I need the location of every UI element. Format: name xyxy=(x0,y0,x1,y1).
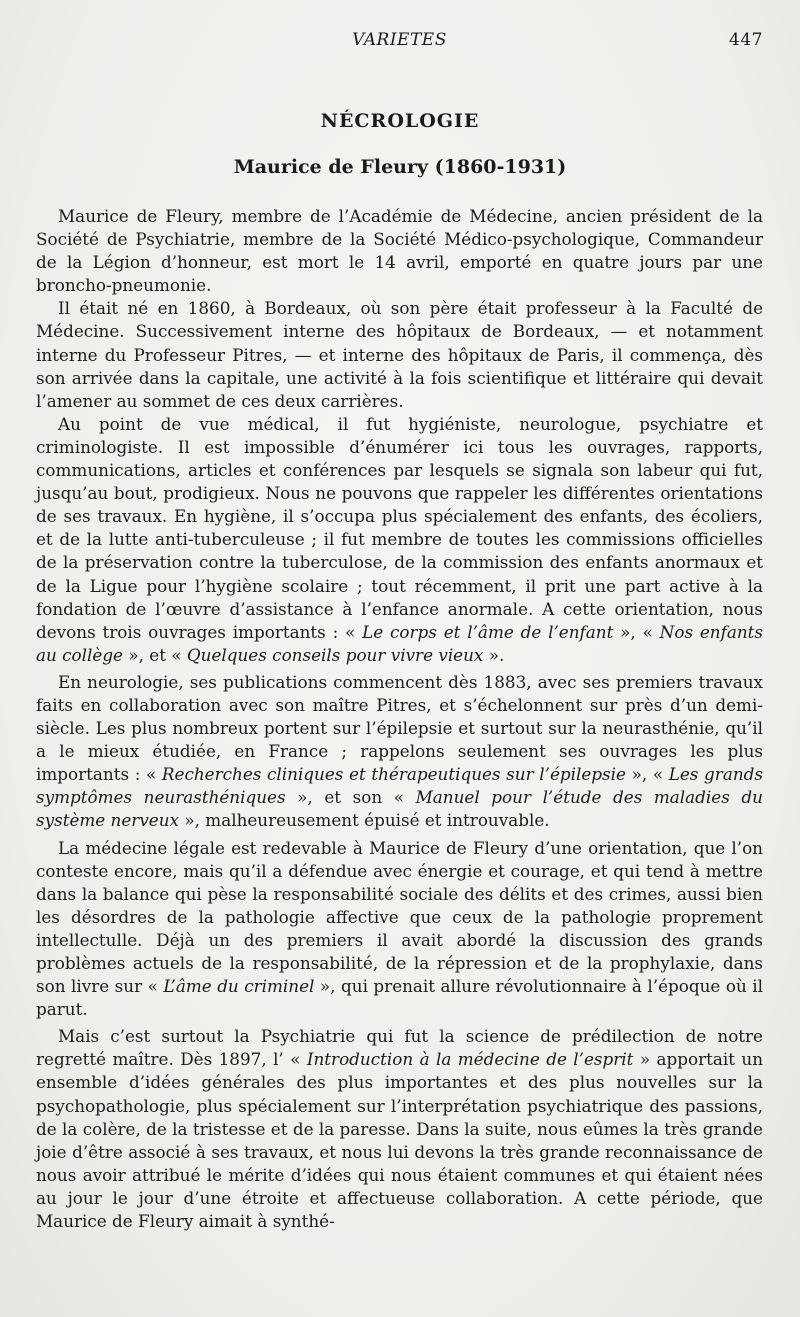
paragraph xyxy=(36,297,763,412)
paragraph xyxy=(36,413,763,667)
text-run: Au point de vue médical, il fut hygiéniste, neurologue, psychiatre et criminologiste. Il est impossible d’énumérer ici tous les ouvrages, rapports, communications, articles et conférences par lesquels se signala son labeur qui fut, jusqu’au bout, prodigieux. Nous ne pouvons que rappeler les différentes orientations de ses travaux. En hygiène, il s’occupa plus spécialement des enfants, des écoliers, et de la lutte anti-tuberculeuse ; il fut membre de toutes les commissions officielles de la préservation contre la tuberculose, de la commission des enfants anormaux et de la Ligue pour l’hygiène scolaire ; tout récemment, il prit une part active à la fondation de l’œuvre d’assistance à l’enfance anormale. A cette orientation, nous devons trois ouvrages importants : « xyxy=(36,413,763,642)
text-run: ». xyxy=(483,644,505,665)
italic-title-run: Introduction à la médecine de l’esprit xyxy=(306,1049,634,1070)
section-title: NÉCROLOGIE xyxy=(320,110,480,132)
text-run: » apportait un ensemble d’idées générales des plus importantes et des plus nouvelles sur la psychopathologie, plus spécialement sur l’interprétation psychiatrique des passions, de la colère, de la tristesse et de la paresse. Dans la suite, nous eûmes la très grande joie d’être associé à ses travaux, et nous lui devons la très grande reconnaissance de nous avoir attribué le mérite d’idées qui nous étaient communes et qui étaient nées au jour le jour d’une étroite et affectueuse collaboration. A cette période, que Maurice de Fleury aimait à synthé- xyxy=(36,1049,763,1232)
text-run: La médecine légale est redevable à Maurice de Fleury d’une orientation, que l’on conteste encore, mais qu’il a défendue avec énergie et courage, et qui tend à mettre dans la balance qui pèse la responsabilité sociale des délits et des crimes, aussi bien les désordres de la pathologie affective que ceux de la pathologie proprement intellectulle. Déjà un des premiers il avait abordé la discussion des grands problèmes actuels de la responsabilité, de la répression et de la prophylaxie, dans son livre sur « xyxy=(36,837,763,997)
paragraph xyxy=(36,1025,763,1233)
running-head: VARIETES xyxy=(352,30,447,50)
italic-title-run: Les grands symptômes neurasthéniques xyxy=(36,764,763,808)
italic-title-run: Manuel pour l’étude des maladies du système nerveux xyxy=(36,787,763,831)
italic-title-run: Quelques conseils pour vivre vieux xyxy=(186,644,484,665)
text-run: », qui prenait allure révolutionnaire à l’époque où il parut. xyxy=(36,976,763,1020)
text-run: Mais c’est surtout la Psychiatrie qui fut la science de prédilection de notre regretté maître. Dès 1897, l’ « xyxy=(36,1026,763,1070)
text-run: », malheureusement épuisé et introuvable. xyxy=(179,810,550,831)
text-run: », et « xyxy=(123,644,187,665)
italic-title-run: L’âme du criminel xyxy=(163,976,315,997)
page-header xyxy=(36,30,763,54)
text-run: En neurologie, ses publications commencent dès 1883, avec ses premiers travaux faits en collaboration avec son maître Pitres, et s’échelonnent sur près d’un demi-siècle. Les plus nombreux portent sur l’épilepsie et surtout sur la neurasthénie, qu’il a le mieux étudiée, en France ; rappelons seulement ses ouvrages les plus importants : « xyxy=(36,671,763,785)
paragraph xyxy=(36,671,763,833)
italic-title-run: Nos enfants au collège xyxy=(36,621,763,665)
text-run: », « xyxy=(613,621,660,642)
article-body xyxy=(36,205,763,1233)
obituary-title: Maurice de Fleury (1860-1931) xyxy=(233,156,567,178)
italic-title-run: Le corps et l’âme de l’enfant xyxy=(362,621,614,642)
text-run: », et son « xyxy=(285,787,416,808)
text-run: Maurice de Fleury, membre de l’Académie de Médecine, ancien président de la Société de Psychiatrie, membre de la Société Médico-psychologique, Commandeur de la Légion d’honneur, est mort le 14 avril, emporté en quatre jours par une broncho-pneumonie. xyxy=(36,206,763,296)
paragraph xyxy=(36,205,763,297)
italic-title-run: Recherches cliniques et thérapeutiques sur l’épilepsie xyxy=(161,764,626,785)
text-run: », « xyxy=(625,764,669,785)
paragraph xyxy=(36,837,763,1022)
text-run: Il était né en 1860, à Bordeaux, où son père était professeur à la Faculté de Médecine. Successivement interne des hôpitaux de Bordeaux, — et notamment interne du Professeur Pitres, — et interne des hôpitaux de Paris, il commença, dès son arrivée dans la capitale, une activité à la fois scientifique et littéraire qui devait l’amener au sommet de ces deux carrières. xyxy=(36,298,763,411)
page-number: 447 xyxy=(729,30,763,50)
